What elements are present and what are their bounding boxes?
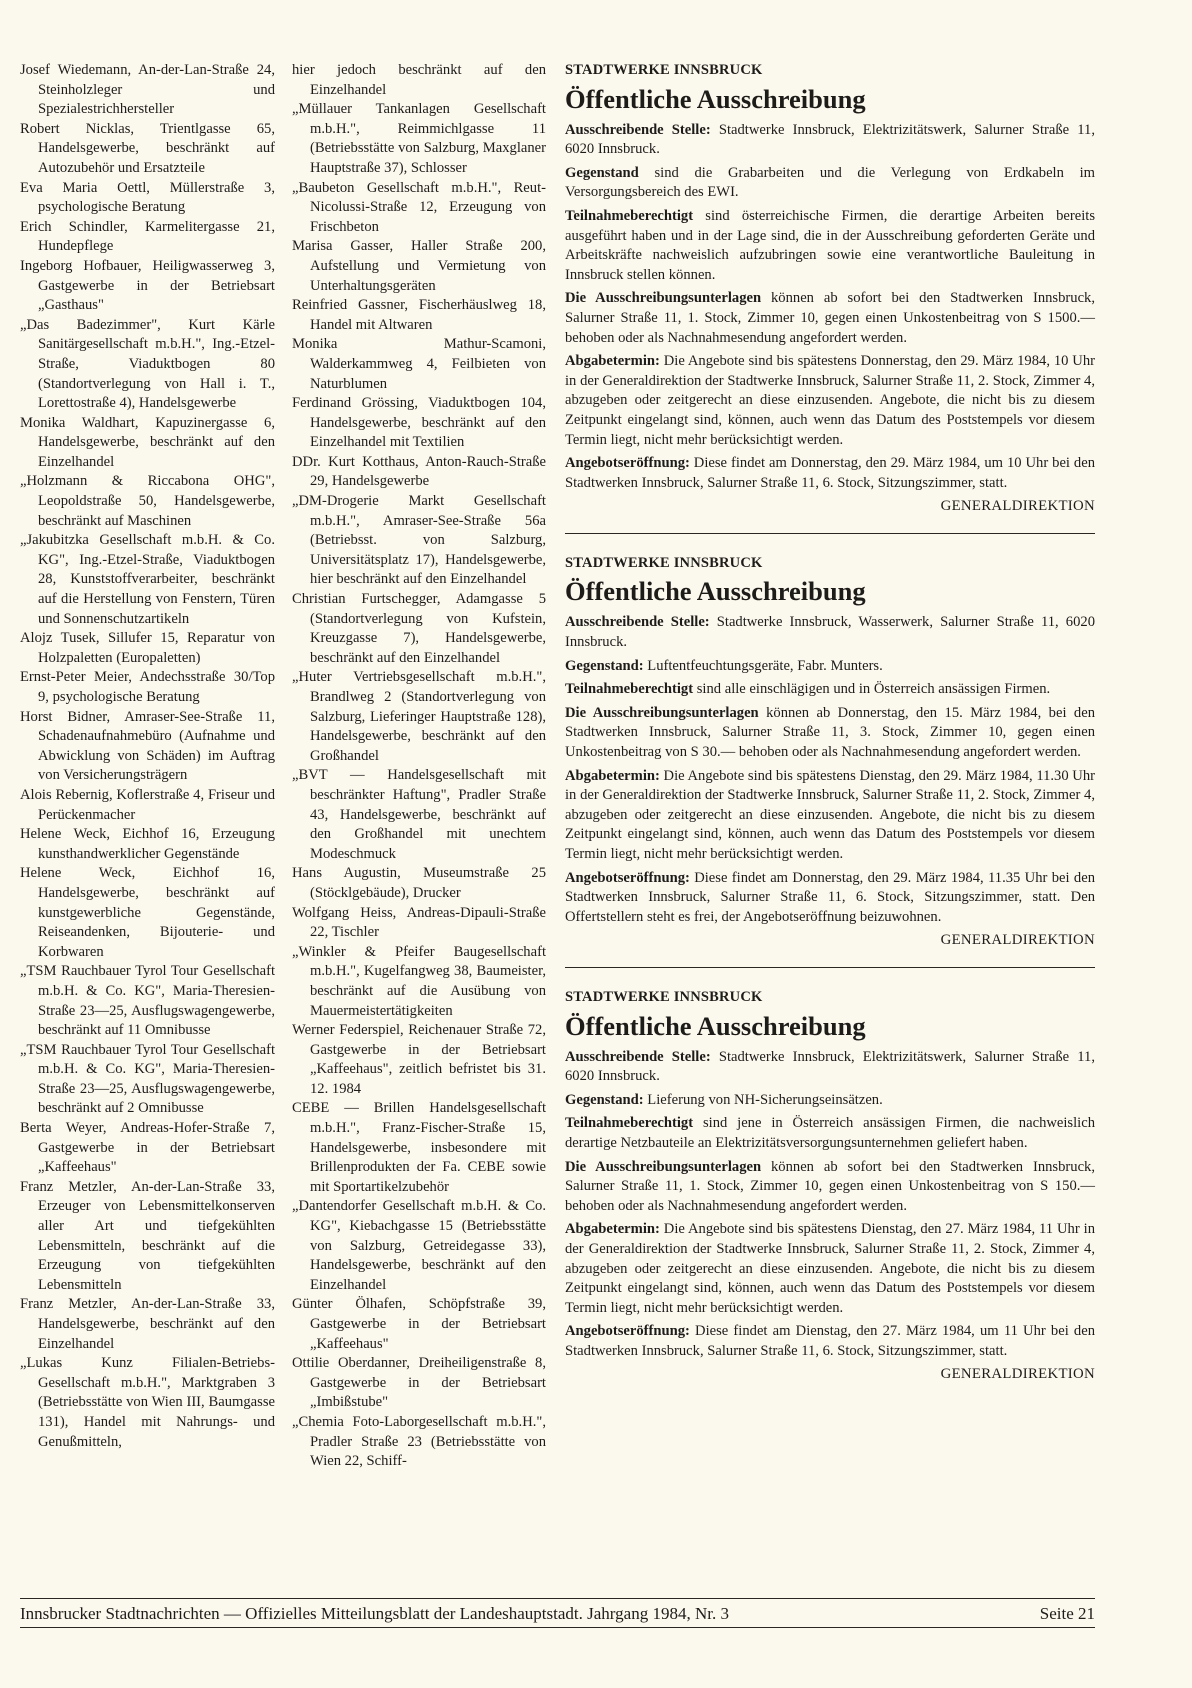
business-entry: Werner Federspiel, Reichenauer Straße 72, Gastgewerbe in der Betriebsart „Kaffeehaus", zeitlich befristet bis 31. 12. 1984 bbox=[292, 1022, 546, 1097]
paragraph-lead: Ausschreibende Stelle: bbox=[565, 121, 711, 138]
paragraph-text: Die Angebote sind bis spätestens Donnerstag, den 29. März 1984, 10 Uhr in der Generaldirektion der Stadtwerke Innsbruck, Salurner Straße 11, 2. Stock, Zimmer 4, abzugeben oder zeitgerecht an diese einzusenden. Angebote, die nicht bis zu diesem Zeitpunkt eingelangt sind, können, auch wenn das Datum des Poststempels vor diesem Termin liegt, nicht mehr berücksichtigt werden. bbox=[565, 353, 1095, 448]
paragraph-lead: Ausschreibende Stelle: bbox=[565, 1048, 711, 1065]
notice-paragraph bbox=[565, 1091, 1095, 1111]
tender-notice bbox=[565, 988, 1095, 1385]
business-entry: Helene Weck, Eichhof 16, Handelsgewerbe, beschränkt auf kunstgewerbliche Gegenstände, Reiseandenken, Bijouterie- und Korbwaren bbox=[20, 865, 275, 960]
business-list-column-1 bbox=[20, 61, 275, 1452]
business-entry: Günter Ölhafen, Schöpfstraße 39, Gastgewerbe in der Betriebsart „Kaffeehaus" bbox=[292, 1296, 546, 1352]
business-entry: „TSM Rauchbauer Tyrol Tour Gesellschaft m.b.H. & Co. KG", Maria-Theresien-Straße 23—25, Ausflugswagengewerbe, beschränkt auf 11 Omnibusse bbox=[20, 963, 275, 1039]
business-entry: „Jakubitzka Gesellschaft m.b.H. & Co. KG", Ing.-Etzel-Straße, Viaduktbogen 28, Kunststoffverarbeiter, beschränkt auf die Herstellung von Fenstern, Türen und Sonnenschutzartikeln bbox=[20, 532, 275, 627]
business-entry: „Lukas Kunz Filialen-Betriebs-Gesellschaft m.b.H.", Marktgraben 3 (Betriebsstätte von Wien III, Baumgasse 131), Handel mit Nahrungs- und Genußmitteln, bbox=[20, 1355, 275, 1450]
paragraph-lead: Teilnahmeberechtigt bbox=[565, 207, 694, 224]
business-entry: Marisa Gasser, Haller Straße 200, Aufstellung und Vermietung von Unterhaltungsgeräten bbox=[292, 238, 546, 294]
notice-paragraph bbox=[565, 1158, 1095, 1217]
notice-paragraph bbox=[565, 680, 1095, 700]
notice-heading: Öffentliche Ausschreibung bbox=[565, 83, 866, 114]
notice-paragraph bbox=[565, 164, 1095, 203]
paragraph-text: Stadtwerke Innsbruck, Wasserwerk, Salurner Straße 11, 6020 Innsbruck. bbox=[565, 614, 1095, 651]
notice-paragraph bbox=[565, 1048, 1095, 1087]
business-entry: DDr. Kurt Kotthaus, Anton-Rauch-Straße 29, Handelsgewerbe bbox=[292, 453, 546, 490]
notice-paragraph bbox=[565, 454, 1095, 493]
business-entry: „Dantendorfer Gesellschaft m.b.H. & Co. KG", Kiebachgasse 15 (Betriebsstätte von Salzburg, Getreidegasse 33), Handelsgewerbe, beschränkt auf den Einzelhandel bbox=[292, 1198, 546, 1293]
business-entry: Alois Rebernig, Koflerstraße 4, Friseur und Perückenmacher bbox=[20, 786, 275, 823]
paragraph-lead: Angebotseröffnung: bbox=[565, 1323, 690, 1340]
notice-paragraph bbox=[565, 767, 1095, 865]
notice-paragraph bbox=[565, 1114, 1095, 1153]
business-entry: Ottilie Oberdanner, Dreiheiligenstraße 8, Gastgewerbe in der Betriebsart „Imbißstube" bbox=[292, 1355, 546, 1411]
paragraph-text: sind österreichische Firmen, die derartige Arbeiten bereits ausgeführt haben und in der Lage sind, die in der Ausschreibung geforderten Geräte und Arbeitskräfte nachweislich aufzubringen sowie eine verantwortliche Bauleitung in Innsbruck stellen können. bbox=[565, 207, 1095, 283]
notice-paragraph bbox=[565, 121, 1095, 160]
footer-rule-top bbox=[20, 1598, 1095, 1599]
notice-paragraph bbox=[565, 352, 1095, 450]
paragraph-lead: Ausschreibende Stelle: bbox=[565, 614, 710, 631]
paragraph-lead: Abgabetermin: bbox=[565, 767, 660, 784]
notice-heading: Öffentliche Ausschreibung bbox=[565, 576, 866, 607]
business-entry: „Müllauer Tankanlagen Gesellschaft m.b.H.", Reimmichlgasse 11 (Betriebsstätte von Salzburg, Maxglaner Hauptstraße 37), Schlosser bbox=[292, 101, 546, 176]
footer-rule-bottom bbox=[20, 1627, 1095, 1628]
business-entry: Josef Wiedemann, An-der-Lan-Straße 24, Steinholzleger und Spezialestrichhersteller bbox=[20, 62, 275, 118]
business-entry: Alojz Tusek, Sillufer 15, Reparatur von Holzpaletten (Europaletten) bbox=[20, 630, 275, 666]
paragraph-text: Lieferung von NH-Sicherungseinsätzen. bbox=[643, 1091, 883, 1108]
business-entry: „DM-Drogerie Markt Gesellschaft m.b.H.", Amraser-See-Straße 56a (Betriebsst. von Salzburg, Universitätsplatz 17), Handelsgewerbe, hier beschränkt auf den Einzelhandel bbox=[292, 493, 546, 588]
paragraph-text: Die Angebote sind bis spätestens Dienstag, den 29. März 1984, 11.30 Uhr in der Generaldirektion der Stadtwerke Innsbruck, Salurner Straße 11, 2. Stock, Zimmer 4, abzugeben oder zeitgerecht an diese einzusenden. Angebote, die nicht bis zu diesem Zeitpunkt eingelangt sind, können, auch wenn das Datum des Poststempels vor diesem Termin liegt, nicht mehr berücksichtigt werden. bbox=[565, 767, 1095, 862]
business-entry: „Das Badezimmer", Kurt Kärle Sanitärgesellschaft m.b.H.", Ing.-Etzel-Straße, Viaduktbogen 80 (Standortverlegung von Hall i. T., Lorettostraße 4), Handelsgewerbe bbox=[20, 316, 275, 412]
tender-notices-column bbox=[565, 61, 1095, 1385]
business-entry: „Chemia Foto-Laborgesellschaft m.b.H.", Pradler Straße 23 (Betriebsstätte von Wien 22, Schiff- bbox=[292, 1413, 546, 1470]
notice-divider bbox=[565, 533, 1095, 534]
business-entry: hier jedoch beschränkt auf den Einzelhandel bbox=[292, 62, 546, 98]
business-entry: Hans Augustin, Museumstraße 25 (Stöcklgebäude), Drucker bbox=[292, 865, 546, 901]
business-entry: Ferdinand Grössing, Viaduktbogen 104, Handelsgewerbe, beschränkt auf den Einzelhandel mit Textilien bbox=[292, 395, 546, 451]
notice-signature: GENERALDIREKTION bbox=[940, 1366, 1095, 1383]
paragraph-text: Stadtwerke Innsbruck, Elektrizitätswerk, Salurner Straße 11, 6020 Innsbruck. bbox=[565, 121, 1095, 158]
business-entry: Helene Weck, Eichhof 16, Erzeugung kunsthandwerklicher Gegenstände bbox=[20, 826, 275, 862]
paragraph-text: Diese findet am Donnerstag, den 29. März 1984, um 10 Uhr bei den Stadtwerken Innsbruck, Salurner Straße 11, 6. Stock, Sitzungszimmer, statt. bbox=[565, 455, 1095, 491]
paragraph-text: Diese findet am Dienstag, den 27. März 1984, um 11 Uhr bei den Stadtwerken Innsbruck, Salurner Straße 11, 6. Stock, Sitzungszimmer, statt. bbox=[565, 1323, 1095, 1359]
business-entry: Wolfgang Heiss, Andreas-Dipauli-Straße 22, Tischler bbox=[292, 904, 546, 941]
business-entry: Monika Mathur-Scamoni, Walderkammweg 4, Feilbieten von Naturblumen bbox=[292, 336, 546, 392]
paragraph-lead: Abgabetermin: bbox=[565, 1221, 660, 1238]
paragraph-text: Die Angebote sind bis spätestens Dienstag, den 27. März 1984, 11 Uhr in der Generaldirektion der Stadtwerke Innsbruck, Salurner Straße 11, 2. Stock, Zimmer 4, abzugeben oder zeitgerecht an diese einzusenden. Angebote, die nicht bis zu diesem Zeitpunkt eingelangt sind, können, auch wenn das Datum des Poststempels vor diesem Termin liegt, nicht mehr berücksichtigt werden. bbox=[565, 1221, 1095, 1316]
paragraph-text: können ab Donnerstag, den 15. März 1984, bei den Stadtwerken Innsbruck, Salurner Straße 11, 3. Stock, Zimmer 10, gegen einen Unkostenbeitrag von S 30.— behoben oder als Nachnahmesendung angefordert werden. bbox=[565, 704, 1095, 761]
business-entry: Horst Bidner, Amraser-See-Straße 11, Schadenaufnahmebüro (Aufnahme und Abwicklung von Schäden) im Auftrag von Versicherungsträgern bbox=[20, 708, 275, 784]
notice-paragraph bbox=[565, 207, 1095, 285]
business-entry: Berta Weyer, Andreas-Hofer-Straße 7, Gastgewerbe in der Betriebsart „Kaffeehaus" bbox=[20, 1120, 275, 1176]
notice-signature: GENERALDIREKTION bbox=[940, 932, 1095, 949]
business-entry: Franz Metzler, An-der-Lan-Straße 33, Erzeuger von Lebensmittelkonserven aller Art und tiefgekühlten Lebensmitteln, beschränkt auf die Erzeugung von tiefgekühlten Lebensmitteln bbox=[20, 1178, 275, 1293]
paragraph-lead: Gegenstand: bbox=[565, 657, 644, 674]
paragraph-text: Luftentfeuchtungsgeräte, Fabr. Munters. bbox=[643, 657, 883, 674]
paragraph-lead: Die Ausschreibungsunterlagen bbox=[565, 290, 762, 307]
tender-notice bbox=[565, 554, 1095, 951]
notice-paragraph bbox=[565, 1220, 1095, 1318]
business-entry: „Baubeton Gesellschaft m.b.H.", Reut-Nicolussi-Straße 12, Erzeugung von Frischbeton bbox=[292, 179, 546, 235]
business-entry: Ernst-Peter Meier, Andechsstraße 30/Top 9, psychologische Beratung bbox=[20, 669, 275, 705]
footer-page-number: Seite 21 bbox=[1039, 1604, 1095, 1623]
paragraph-text: Diese findet am Donnerstag, den 29. März 1984, 11.35 Uhr bei den Stadtwerken Innsbruck, Salurner Straße 11, 6. Stock, Sitzungszimmer, statt. Den Offertstellern steht es frei, der Angebotseröffnung beizuwohnen. bbox=[565, 869, 1095, 925]
paragraph-text: sind die Grabarbeiten und die Verlegung von Erdkabeln im Versorgungsbereich des EWI. bbox=[565, 164, 1095, 201]
business-entry: Reinfried Gassner, Fischerhäuslweg 18, Handel mit Altwaren bbox=[292, 297, 546, 333]
notice-paragraph bbox=[565, 1322, 1095, 1361]
business-list-column-2 bbox=[292, 61, 546, 1472]
notice-paragraph bbox=[565, 613, 1095, 652]
paragraph-text: Stadtwerke Innsbruck, Elektrizitätswerk, Salurner Straße 11, 6020 Innsbruck. bbox=[565, 1048, 1095, 1085]
tender-notice bbox=[565, 61, 1095, 517]
notice-issuer: STADTWERKE INNSBRUCK bbox=[565, 62, 763, 78]
notice-issuer: STADTWERKE INNSBRUCK bbox=[565, 554, 763, 571]
notice-paragraph bbox=[565, 704, 1095, 763]
business-entry: „Holzmann & Riccabona OHG", Leopoldstraße 50, Handelsgewerbe, beschränkt auf Maschinen bbox=[20, 473, 275, 529]
notice-heading: Öffentliche Ausschreibung bbox=[565, 1010, 866, 1041]
paragraph-lead: Angebotseröffnung: bbox=[565, 869, 690, 886]
paragraph-lead: Teilnahmeberechtigt bbox=[565, 1115, 694, 1132]
notice-signature: GENERALDIREKTION bbox=[940, 498, 1095, 515]
paragraph-text: können ab sofort bei den Stadtwerken Innsbruck, Salurner Straße 11, 1. Stock, Zimmer 10, gegen einen Unkostenbeitrag von S 150.— behoben oder als Nachnahmesendung angefordert werden. bbox=[565, 1158, 1095, 1214]
business-entry: Erich Schindler, Karmelitergasse 21, Hundepflege bbox=[20, 218, 275, 255]
paragraph-lead: Gegenstand bbox=[565, 164, 639, 181]
paragraph-text: sind jene in Österreich ansässigen Firmen, die nachweislich derartige Netzbauteile an Elektrizitätsversorgungsunternehmen geliefert haben. bbox=[565, 1115, 1095, 1151]
business-entry: „TSM Rauchbauer Tyrol Tour Gesellschaft m.b.H. & Co. KG", Maria-Theresien-Straße 23—25, Ausflugswagengewerbe, beschränkt auf 2 Omnibusse bbox=[20, 1041, 275, 1117]
business-entry: Eva Maria Oettl, Müllerstraße 3, psychologische Beratung bbox=[20, 179, 275, 216]
notice-paragraph bbox=[565, 289, 1095, 348]
footer-publication: Innsbrucker Stadtnachrichten — Offizielles Mitteilungsblatt der Landeshauptstadt. Jahrgang 1984, Nr. 3 bbox=[20, 1604, 729, 1623]
business-entry: Ingeborg Hofbauer, Heiligwasserweg 3, Gastgewerbe in der Betriebsart „Gasthaus" bbox=[20, 257, 275, 314]
paragraph-text: sind alle einschlägigen und in Österreich ansässigen Firmen. bbox=[693, 681, 1051, 698]
paragraph-lead: Die Ausschreibungsunterlagen bbox=[565, 1158, 762, 1175]
business-entry: „BVT — Handelsgesellschaft mit beschränkter Haftung", Pradler Straße 43, Handelsgewerbe, beschränkt auf den Großhandel mit unechtem Modeschmuck bbox=[292, 767, 546, 862]
business-entry: „Huter Vertriebsgesellschaft m.b.H.", Brandlweg 2 (Standortverlegung von Salzburg, Lieferinger Hauptstraße 128), Handelsgewerbe, beschränkt auf den Großhandel bbox=[292, 669, 546, 764]
paragraph-lead: Angebotseröffnung: bbox=[565, 455, 690, 472]
business-entry: „Winkler & Pfeifer Baugesellschaft m.b.H.", Kugelfangweg 38, Baumeister, beschränkt auf die Ausübung von Mauermeistertätigkeiten bbox=[292, 943, 546, 1019]
paragraph-lead: Die Ausschreibungsunterlagen bbox=[565, 704, 759, 721]
paragraph-lead: Abgabetermin: bbox=[565, 353, 660, 370]
page-footer bbox=[20, 1603, 1095, 1625]
notice-divider bbox=[565, 967, 1095, 968]
business-entry: CEBE — Brillen Handelsgesellschaft m.b.H.", Franz-Fischer-Straße 15, Handelsgewerbe, insbesondere mit Brillenprodukten der Fa. CEBE sowie mit Sportartikelzubehör bbox=[292, 1100, 546, 1195]
business-entry: Robert Nicklas, Trientlgasse 65, Handelsgewerbe, beschränkt auf Autozubehör und Ersatzteile bbox=[20, 120, 275, 176]
notice-issuer: STADTWERKE INNSBRUCK bbox=[565, 988, 763, 1005]
paragraph-text: können ab sofort bei den Stadtwerken Innsbruck, Salurner Straße 11, 1. Stock, Zimmer 10, gegen einen Unkostenbeitrag von S 1500.— behoben oder als Nachnahmesendung angefordert werden. bbox=[565, 290, 1095, 346]
paragraph-lead: Teilnahmeberechtigt bbox=[565, 681, 694, 698]
business-entry: Christian Furtschegger, Adamgasse 5 (Standortverlegung von Kufstein, Kreuzgasse 7), Handelsgewerbe, beschränkt auf den Einzelhandel bbox=[292, 591, 546, 666]
business-entry: Monika Waldhart, Kapuzinergasse 6, Handelsgewerbe, beschränkt auf den Einzelhandel bbox=[20, 414, 275, 470]
paragraph-lead: Gegenstand: bbox=[565, 1091, 644, 1108]
notice-paragraph bbox=[565, 869, 1095, 928]
notice-paragraph bbox=[565, 657, 1095, 677]
business-entry: Franz Metzler, An-der-Lan-Straße 33, Handelsgewerbe, beschränkt auf den Einzelhandel bbox=[20, 1296, 275, 1352]
